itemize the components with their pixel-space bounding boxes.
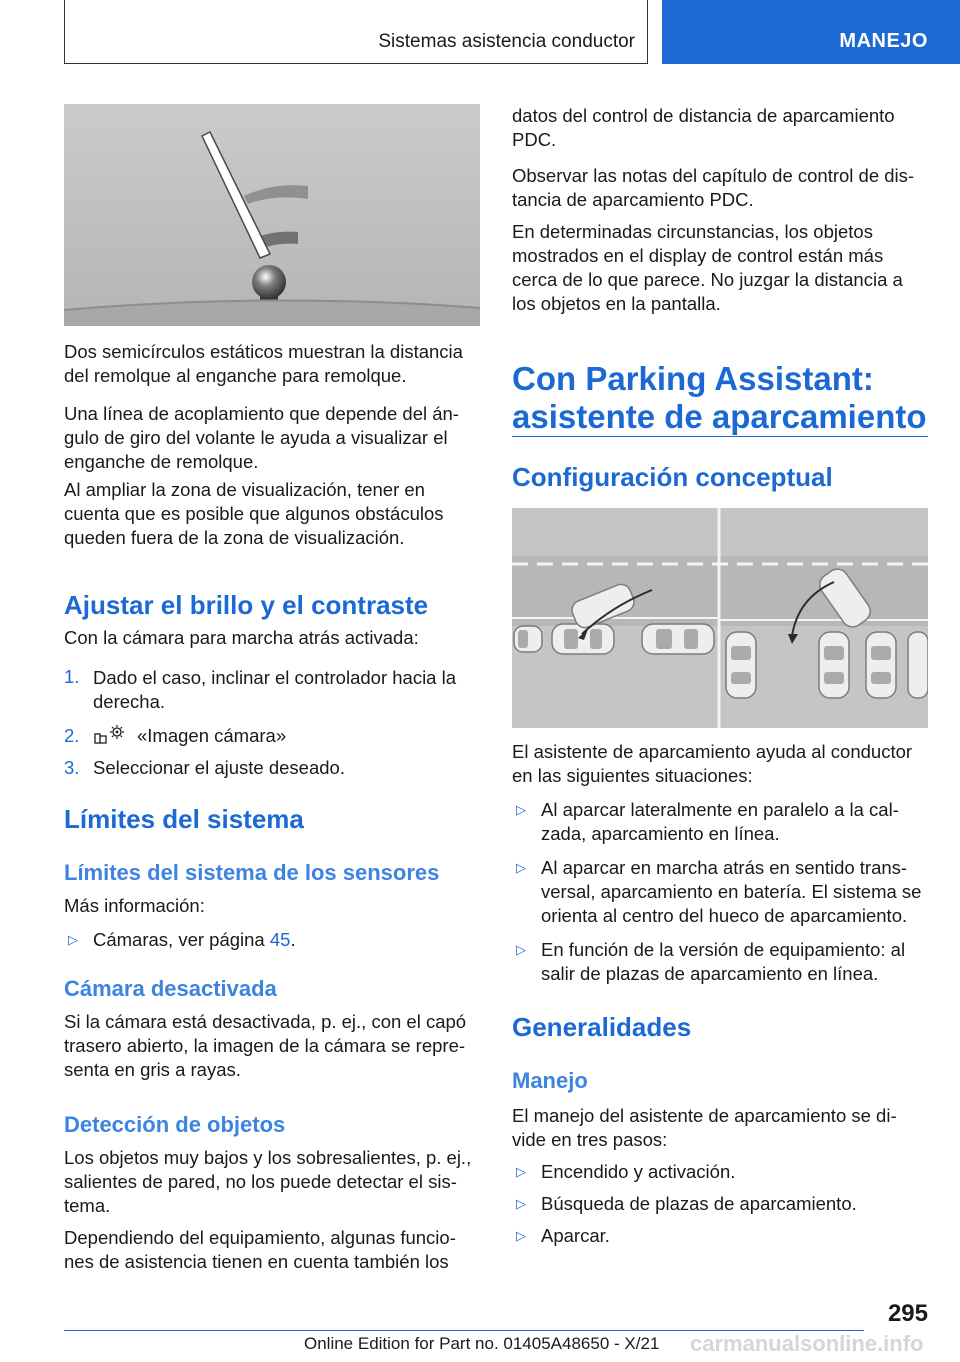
step-number: 3. [64,757,80,778]
bullet-text: En función de la versión de equipamiento: al [541,939,906,960]
heading-sensores: Límites del sistema de los sensores [64,860,440,885]
header-section-title: Sistemas asistencia conductor [378,31,635,52]
bullet-text: salir de plazas de aparcamiento en línea. [541,963,879,984]
footer-edition: Online Edition for Part no. 01405A48650 - X/21 [304,1334,660,1353]
bullet-text: Al aparcar lateralmente en paralelo a la cal- [541,799,899,820]
paragraph-line: Observar las notas del capítulo de control de dis- [512,165,915,186]
bullet-triangle-icon: ▷ [516,860,526,875]
camera-settings-icon [93,724,127,746]
trailer-hitch-camera-image [64,104,480,326]
list-item [512,938,932,990]
bullet-text: versal, aparcamiento en batería. El sistema se [541,881,922,902]
paragraph-line: Una línea de acoplamiento que depende del án- [64,403,459,424]
paragraph-line: los objetos en la pantalla. [512,293,721,314]
bullet-triangle-icon: ▷ [516,942,526,957]
paragraph-line: El manejo del asistente de aparcamiento se di- [512,1105,897,1126]
paragraph-line: en las siguientes situaciones: [512,765,753,786]
heading-generalidades: Generalidades [512,1012,692,1042]
step-text: derecha. [93,691,165,712]
paragraph-line: queden fuera de la zona de visualización. [64,527,405,548]
heading-brillo: Ajustar el brillo y el contraste [64,590,429,620]
paragraph-line: trasero abierto, la imagen de la cámara se repre- [64,1035,466,1056]
caption-line: del remolque al enganche para remolque. [64,365,407,386]
heading-rule [512,436,928,437]
heading-limites: Límites del sistema [64,804,304,834]
paragraph-line: senta en gris a rayas. [64,1059,241,1080]
bullet-text: Búsqueda de plazas de aparcamiento. [541,1193,857,1214]
paragraph-line: nes de asistencia tienen en cuenta también los [64,1251,449,1272]
header-tab[interactable] [662,0,960,64]
list-item [512,798,932,850]
heading-manejo: Manejo [512,1068,588,1093]
paragraph-line: Con la cámara para marcha atrás activada: [64,627,419,648]
paragraph-line: Más información: [64,895,205,916]
bullet-triangle-icon: ▷ [516,1164,526,1179]
bullet-text: orienta al centro del hueco de aparcamiento. [541,905,908,926]
paragraph-line: Los objetos muy bajos y los sobresalientes, p. ej., [64,1147,472,1168]
list-item [512,1192,932,1218]
caption-line: Dos semicírculos estáticos muestran la distancia [64,341,463,362]
paragraph-line: tema. [64,1195,111,1216]
heading-deteccion: Detección de objetos [64,1112,286,1137]
paragraph-line: salientes de pared, no los puede detectar el sis- [64,1171,457,1192]
step-text: «Imagen cámara» [137,725,287,746]
bullet-text: zada, aparcamiento en línea. [541,823,780,844]
parking-scenarios-image [512,508,928,728]
heading-parking-assistant [512,360,927,436]
paragraph-line: datos del control de distancia de aparcamiento [512,105,895,126]
bullet-text: Encendido y activación. [541,1161,736,1182]
list-item [512,856,932,932]
bullet-text: Cámaras, ver página [93,929,270,950]
paragraph-line: PDC. [512,129,557,150]
page-link[interactable]: 45 [269,929,291,950]
bullet-text: Al aparcar en marcha atrás en sentido trans- [541,857,908,878]
paragraph-line: mostrados en el display de control están más [512,245,884,266]
header-section-box [64,0,648,64]
paragraph-line: gulo de giro del volante le ayuda a visualizar el [64,427,448,448]
step-number: 1. [64,666,80,687]
bullet-triangle-icon: ▷ [516,1228,526,1243]
paragraph-line: tancia de aparcamiento PDC. [512,189,754,210]
paragraph-line: En determinadas circunstancias, los objetos [512,221,873,242]
paragraph-line: Si la cámara está desactivada, p. ej., con el capó [64,1011,467,1032]
bullet-text-end: . [290,929,296,950]
bullet-triangle-icon: ▷ [516,1196,526,1211]
paragraph-line: cuenta que es posible que algunos obstáculos [64,503,444,524]
paragraph-line: Dependiendo del equipamiento, algunas funcio- [64,1227,456,1248]
bullet-triangle-icon: ▷ [68,932,78,947]
paragraph-line: Al ampliar la zona de visualización, tener en [64,479,425,500]
paragraph-line: El asistente de aparcamiento ayuda al conductor [512,741,913,762]
heading-line: asistente de aparcamiento [512,398,927,435]
step-text: Seleccionar el ajuste deseado. [93,757,345,778]
bullet-text: Aparcar. [541,1225,610,1246]
page-number: 295 [887,1300,928,1327]
heading-desactivada: Cámara desactivada [64,976,277,1001]
step-number: 2. [64,725,80,746]
watermark: carmanualsonline.info [690,1331,924,1356]
bullet-triangle-icon: ▷ [516,802,526,817]
paragraph-line: enganche de remolque. [64,451,259,472]
list-item [512,1160,932,1186]
heading-config: Configuración conceptual [512,462,833,492]
paragraph-line: cerca de lo que parece. No juzgar la distancia a [512,269,903,290]
paragraph-line: vide en tres pasos: [512,1129,668,1150]
header-tab-label: MANEJO [839,30,928,52]
heading-line: Con Parking Assistant: [512,360,874,397]
step-text: Dado el caso, inclinar el controlador hacia la [93,667,457,688]
list-item [512,1224,932,1250]
